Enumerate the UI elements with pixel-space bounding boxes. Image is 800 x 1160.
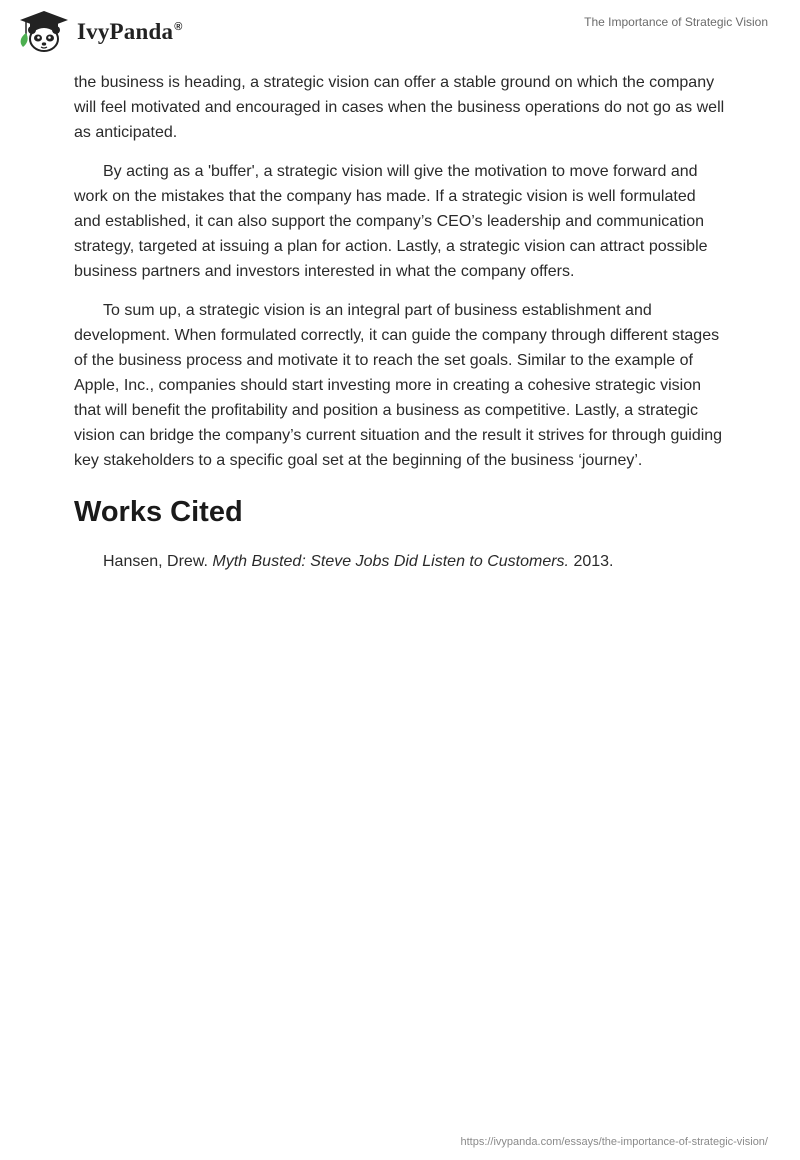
citation-entry xyxy=(74,549,726,574)
paragraph-conclusion: To sum up, a strategic vision is an integral part of business establishment and development. When formulated correctly, it can guide the company through different stages of the business process and motivate it to reach the set goals. Similar to the example of Apple, Inc., companies should start investing more in creating a cohesive strategic vision that will benefit the profitability and position a business as competitive. Lastly, a strategic vision can bridge the company’s current situation and the result it strives for through guiding key stakeholders to a specific goal set at the beginning of the business ‘journey’. xyxy=(74,302,723,469)
paragraph-continuation: the business is heading, a strategic vision can offer a stable ground on which the company will feel motivated and encouraged in cases when the business operations do not go as well as anticipated. xyxy=(74,74,725,141)
citation-author: Hansen, Drew. xyxy=(103,553,208,570)
source-url-link[interactable]: https://ivypanda.com/essays/the-importance-of-strategic-vision/ xyxy=(460,1136,768,1148)
essay-body xyxy=(74,70,726,574)
paragraph-buffer: By acting as a 'buffer', a strategic vision will give the motivation to move forward and work on the mistakes that the company has made. If a strategic vision is well formulated and established, it can also support the company’s CEO’s leadership and communication strategy, targeted at issuing a plan for action. Lastly, a strategic vision can attract possible business partners and investors interested in what the company offers. xyxy=(74,163,708,280)
brand-logo[interactable] xyxy=(14,9,183,53)
brand-name xyxy=(77,19,183,45)
document-title: The Importance of Strategic Vision xyxy=(584,15,768,29)
citation-title: Myth Busted: Steve Jobs Did Listen to Customers. xyxy=(212,553,569,570)
works-cited-heading: Works Cited xyxy=(74,496,243,528)
panda-logo-icon xyxy=(14,9,74,53)
citation-year: 2013. xyxy=(573,553,614,570)
registered-mark: ® xyxy=(174,21,183,34)
brand-name-text: IvyPanda xyxy=(77,19,174,44)
page-header xyxy=(0,0,800,60)
